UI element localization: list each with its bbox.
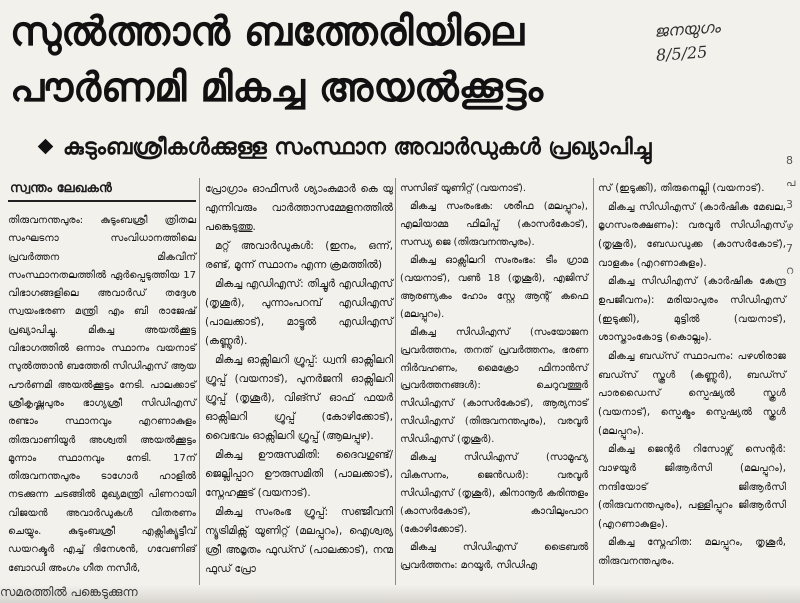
headline-line-1: സുൽത്താൻ ബത്തേരിയിലെ — [10, 9, 525, 55]
adjacent-article-edge: 8 പ 3 ഴ 7 റ — [786, 154, 796, 277]
next-article-fragment: സമരത്തിൽ പങ്കെടുക്കുന്ന — [0, 585, 800, 603]
article-column-1 — [8, 212, 196, 578]
column-divider — [199, 178, 200, 588]
paragraph: മികച്ച സിഡിഎസ് (കാർഷിക കേന്ദ്ര ഉപജീവനം): മരിയാപുരം സിഡിഎസ് (ഇടുക്കി), മുട്ടിൽ (വയനാട്), ശാസ്താംകോട്ട (കൊല്ലം). — [598, 276, 786, 344]
column-divider — [395, 178, 396, 588]
paragraph: മികച്ച സിഡിഎസ് ട്രൈബൽ പ്രവർത്തനം: മറയൂർ, സിഡിഎ — [400, 542, 588, 572]
article-column-4 — [598, 180, 786, 572]
paragraph: തിരുവനന്തപുരം: കുടുംബശ്രീ ത്രിതല സംഘടനാ സംവിധാനത്തിലെ പ്രവർത്തന മികവിന് സംസ്ഥാനതലത്തിൽ ഏർപ്പെടുത്തിയ 17 വിഭാഗങ്ങളിലെ അവാർഡ് തദ്ദേശ സ്വയംഭരണ മന്ത്രി എം ബി രാജേഷ് പ്രഖ്യാപിച്ചു. മികച്ച അയൽക്കൂട്ട വിഭാഗത്തിൽ ഒന്നാം സ്ഥാനം വയനാട് സുൽത്താൻ ബത്തേരി സിഡിഎസ് ആയ പൗർണമി അയൽക്കൂട്ടം നേടി. പാലക്കാട് ശ്രീകൃഷ്ണപുരം ഭാഗ്യശ്രീ സിഡിഎസ് രണ്ടാം സ്ഥാനവും എറണാകുളം തിരുവാണിയൂർ അശ്വതി അയൽക്കൂട്ടം മൂന്നാം സ്ഥാനവും നേടി. 17ന് തിരുവനന്തപുരം ടാഗോർ ഹാളിൽ നടക്കുന്ന ചടങ്ങിൽ മുഖ്യമന്ത്രി പിണറായി വിജയൻ അവാർഡുകൾ വിതരണം ചെയ്യും. കുടുംബശ്രീ എക്സിക്യൂട്ടീവ് ഡയറക്ടർ എച്ച് ദിനേശൻ, ഗവേണിങ് ബോഡി അംഗം ഗീത നസീർ, — [8, 215, 196, 574]
paragraph: മികച്ച സിഡിഎസ് (സാമൂഹ്യ വികസനം, ജെൻഡർ): വരവൂർ സിഡിഎസ് (തൃശൂർ), കിനാനൂർ കരിന്തളം (കാസർകോട്), കാവിലുംപാറ (കോഴിക്കോട്). — [400, 452, 588, 536]
paragraph: സസിങ് യൂണിറ്റ് (വയനാട്). — [400, 183, 526, 194]
handwritten-date: 8/5/25 — [655, 42, 708, 65]
paragraph: മികച്ച ഓക്സിലറി ഗ്രൂപ്പ്: ധ്വനി ഓക്സിലറി ഗ്രൂപ്പ് (വയനാട്), പുനർജനി ഓക്സിലറി ഗ്രൂപ്പ് (തൃശൂർ), വിങ്സ് ഓഫ് ഫയർ ഓക്സിലറി ഗ്രൂപ്പ് (കോഴിക്കോട്), വൈഭവം ഓക്സിലറി ഗ്രൂപ്പ് (ആലപ്പുഴ). — [205, 354, 393, 442]
byline: സ്വന്തം ലേഖകൻ — [10, 181, 112, 196]
paragraph: മികച്ച സിഡിഎസ് (സംയോജന പ്രവർത്തനം, തനത് പ്രവർത്തനം, ഭരണ നിർവഹണം, മൈക്രോ ഫിനാൻസ് പ്രവർത്തനങ്ങൾ): ചെറുവത്തൂർ സിഡിഎസ് (കാസർകോട്), ആര്യനാട് സിഡിഎസ് (തിരുവനന്തപുരം), വരവൂർ സിഡിഎസ് (തൃശൂർ). — [400, 326, 588, 446]
paragraph: മികച്ച ഊരുസമിതി: ദൈവഗുണ്ട്/ജെല്ലിപ്പാറ ഊരുസമിതി (പാലക്കാട്), സ്നേഹക്കൂട് (വയനാട്). — [205, 449, 393, 499]
subheadline — [40, 134, 780, 162]
diamond-bullet-icon — [38, 138, 54, 154]
paragraph: സ് (ഇടുക്കി), തിരുനെല്ലി (വയനാട്). — [598, 183, 765, 194]
paragraph: മറ്റ് അവാർഡുകൾ: (ഇനം, ഒന്ന്, രണ്ട്, മൂന്ന് സ്ഥാനം എന്ന ക്രമത്തിൽ) — [205, 240, 393, 271]
column-divider — [593, 178, 594, 588]
handwritten-source: ജനയുഗം — [653, 17, 721, 41]
paragraph: മികച്ച സംരംഭ ഗ്രൂപ്പ്: സഞ്ജീവനി ന്യൂട്രിമിക്സ് യൂണിറ്റ് (മലപ്പുറം), ഐശ്വര്യ ശ്രീ അമൃതം ഫുഡ്സ് (പാലക്കാട്), നന്മ ഫുഡ് പ്രോ — [205, 506, 393, 575]
headline — [10, 4, 650, 116]
paragraph: മികച്ച ഓക്സിലറി സംരംഭം: ടീം ഗ്രാമ (വയനാട്), വൺ 18 (തൃശൂർ), എജിസ് ആരണ്യകം ഹോം സ്റ്റേ ആന്റ് കഫെ (മലപ്പുറം). — [400, 254, 588, 320]
paragraph: മികച്ച ജെന്റർ റിസോഴ്സ് സെന്റർ: വാഴയൂർ ജിആർസി (മലപ്പുറം), നന്ദിയോട് ജിആർസി (തിരുവനന്തപുരം), പള്ളിപ്പുറം ജിആർസി (എറണാകുളം). — [598, 444, 786, 530]
paragraph: മികച്ച സിഡിഎസ് (കാർഷിക മേഖല, മൃഗസംരക്ഷണം): വരവൂർ സിഡിഎസ് (തൃശൂർ), ബേഡഡുക്ക (കാസർകോട്), വാളകം (എറണാകുളം). — [598, 201, 786, 269]
handwritten-date-note — [653, 12, 766, 68]
paragraph: പ്രോഗ്രാം ഓഫീസർ ശ്യാംകുമാർ കെ യു എന്നിവരും വാർത്താസമ്മേളനത്തിൽ പങ്കെടുത്തു. — [205, 183, 393, 233]
paragraph: മികച്ച ബഡ്സ് സ്ഥാപനം: പഴശിരാജ ബഡ്സ് സ്കൂൾ (കണ്ണൂർ), ബഡ്സ് പാരഡൈസ് സ്പെഷ്യൽ സ്കൂൾ (വയനാട്), സ്പെക്ട്രം സ്പെഷ്യൽ സ്കൂൾ (മലപ്പുറം). — [598, 350, 786, 437]
paragraph: മികച്ച സ്നേഹിത: മലപ്പുറം, തൃശൂർ, തിരുവനന്തപുരം. — [598, 537, 786, 568]
paragraph: മികച്ച എഡിഎസ്: തിച്ചൂർ എഡിഎസ് (തൃശൂർ), പുന്നാംപറമ്പ് എഡിഎസ് (പാലക്കാട്), മാട്ടൂൽ എഡിഎസ് (കണ്ണൂർ). — [205, 278, 393, 347]
article-column-2 — [205, 180, 393, 579]
headline-line-2: പൗർണമി മികച്ച അയൽക്കൂട്ടം — [10, 65, 544, 111]
byline-divider — [8, 200, 196, 202]
article-column-3 — [400, 180, 588, 575]
subheadline-text: കുടുംബശ്രീകൾക്കുള്ള സംസ്ഥാന അവാർഡുകൾ പ്രഖ്യാപിച്ചു — [63, 135, 652, 160]
paragraph: മികച്ച സംരംഭക: ശരീഫ (മലപ്പുറം), എലിയാമ്മ ഫിലിപ്പ് (കാസർകോട്), സന്ധ്യ ജെ (തിരുവനന്തപുരം). — [400, 200, 588, 248]
